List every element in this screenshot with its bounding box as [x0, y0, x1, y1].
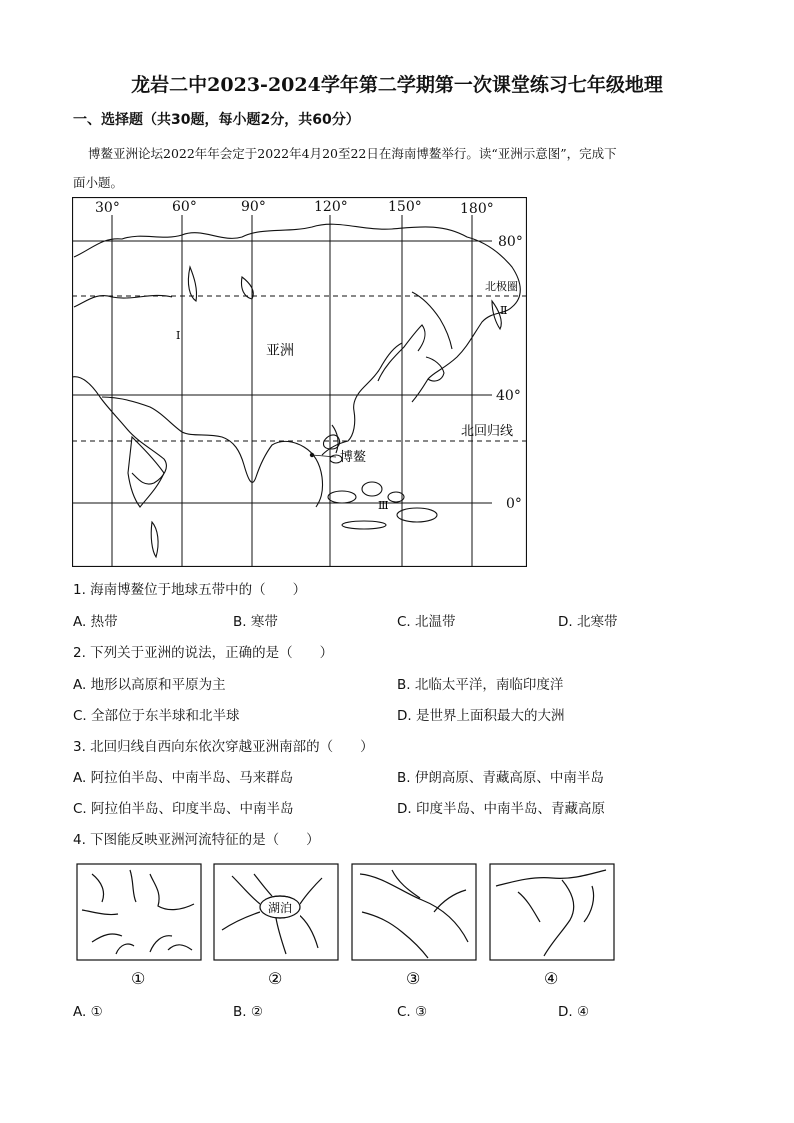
tropic-of-cancer-label: 北回归线: [461, 424, 514, 439]
region-label-2: Ⅱ: [500, 304, 508, 317]
arctic-circle-label: 北极圈: [485, 280, 518, 293]
asia-label: 亚洲: [266, 343, 294, 359]
q4-option-c[interactable]: C. ③: [397, 1004, 428, 1020]
q1-option-a[interactable]: A. 热带: [73, 614, 118, 630]
q4-option-a[interactable]: A. ①: [73, 1004, 103, 1020]
q1-option-c[interactable]: C. 北温带: [397, 614, 456, 630]
panel-label-4: ④: [544, 969, 559, 988]
latitude-label: 40°: [496, 388, 521, 404]
latitude-label: 0°: [506, 496, 522, 512]
lake-label: 湖泊: [268, 901, 293, 915]
q2-option-a[interactable]: A. 地形以高原和平原为主: [73, 677, 226, 693]
question-4-stem: 4. 下图能反映亚洲河流特征的是（ ）: [73, 832, 320, 848]
q2-option-b[interactable]: B. 北临太平洋，南临印度洋: [397, 677, 564, 693]
q4-option-d[interactable]: D. ④: [558, 1004, 590, 1020]
q1-option-b[interactable]: B. 寒带: [233, 614, 278, 630]
region-label-1: Ⅰ: [176, 329, 181, 342]
q3-option-a[interactable]: A. 阿拉伯半岛、中南半岛、马来群岛: [73, 770, 294, 786]
q3-option-d[interactable]: D. 印度半岛、中南半岛、青藏高原: [397, 801, 605, 817]
longitude-label: 180°: [460, 201, 494, 217]
q2-option-d[interactable]: D. 是世界上面积最大的大洲: [397, 708, 565, 724]
longitude-label: 90°: [241, 199, 266, 215]
question-1-stem: 1. 海南博鳌位于地球五带中的（ ）: [73, 582, 307, 598]
question-3-stem: 3. 北回归线自西向东依次穿越亚洲南部的（ ）: [73, 739, 374, 755]
longitude-label: 30°: [95, 200, 120, 216]
longitude-label: 120°: [314, 199, 348, 215]
question-2-stem: 2. 下列关于亚洲的说法，正确的是（ ）: [73, 645, 334, 661]
q2-option-c[interactable]: C. 全部位于东半球和北半球: [73, 708, 240, 724]
longitude-label: 150°: [388, 199, 422, 215]
section-heading: 一、选择题（共30题，每小题2分，共60分）: [73, 112, 360, 128]
panel-label-2: ②: [268, 969, 283, 988]
panel-label-3: ③: [406, 969, 421, 988]
river-diagrams: [72, 862, 622, 992]
q1-option-d[interactable]: D. 北寒带: [558, 614, 618, 630]
q3-option-b[interactable]: B. 伊朗高原、青藏高原、中南半岛: [397, 770, 604, 786]
latitude-label: 80°: [498, 234, 523, 250]
region-label-3: Ⅲ: [378, 499, 389, 512]
asia-map: [72, 197, 527, 567]
river-panel-3: [352, 864, 476, 960]
page-title: 龙岩二中2023-2024学年第二学期第一次课堂练习七年级地理: [131, 74, 663, 96]
intro-line-1: 博鳌亚洲论坛2022年年会定于2022年4月20至22日在海南博鳌举行。读“亚洲示意图”，完成下: [88, 146, 617, 161]
longitude-label: 60°: [172, 199, 197, 215]
q3-option-c[interactable]: C. 阿拉伯半岛、印度半岛、中南半岛: [73, 801, 294, 817]
panel-label-1: ①: [131, 969, 146, 988]
q4-option-b[interactable]: B. ②: [233, 1004, 263, 1020]
intro-line-2: 面小题。: [73, 175, 124, 190]
boao-label: 博鳌: [340, 450, 367, 465]
